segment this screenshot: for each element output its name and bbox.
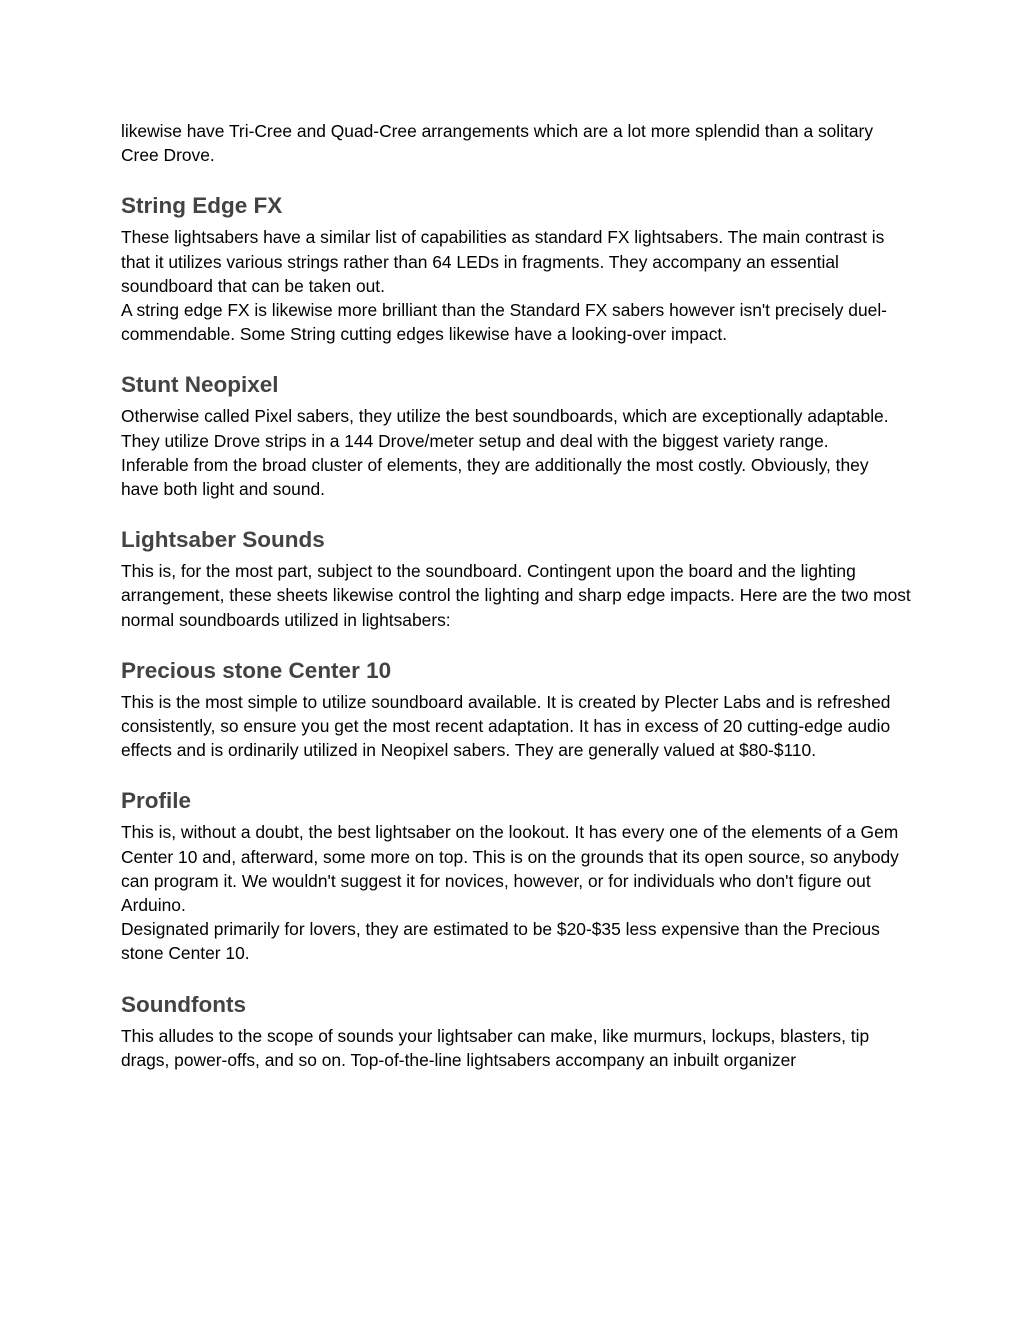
section-paragraph: A string edge FX is likewise more brilliant than the Standard FX sabers however isn't precisely duel-commendable. Some String cutting edges likewise have a looking-over impact. bbox=[121, 300, 887, 345]
section-paragraph: This is, without a doubt, the best lightsaber on the lookout. It has every one of the elements of a Gem Center 10 and, afterward, some more on top. This is on the grounds that its open source, so anybody can program it. We wouldn't suggest it for novices, however, or for individuals who don't figure out Arduino. bbox=[121, 822, 899, 916]
section-string-edge-fx bbox=[121, 191, 911, 346]
section-paragraph: Otherwise called Pixel sabers, they utilize the best soundboards, which are exceptionally adaptable. They utilize Drove strips in a 144 Drove/meter setup and deal with the biggest variety range. bbox=[121, 406, 889, 451]
section-paragraph: This is, for the most part, subject to the soundboard. Contingent upon the board and the lighting arrangement, these sheets likewise control the lighting and sharp edge impacts. Here are the two most normal soundboards utilized in lightsabers: bbox=[121, 561, 911, 630]
section-precious-stone-center-10 bbox=[121, 656, 911, 763]
spacer bbox=[121, 762, 911, 786]
section-stunt-neopixel bbox=[121, 370, 911, 501]
section-heading: Stunt Neopixel bbox=[121, 372, 279, 398]
section-soundfonts bbox=[121, 990, 911, 1072]
section-heading: Profile bbox=[121, 788, 192, 814]
spacer bbox=[121, 346, 911, 370]
document-page bbox=[121, 119, 911, 1072]
section-paragraph: This is the most simple to utilize soundboard available. It is created by Plecter Labs and is refreshed consistently, so ensure you get the most recent adaptation. It has in excess of 20 cutting-edge audio effects and is ordinarily utilized in Neopixel sabers. They are generally valued at $80-$110. bbox=[121, 691, 891, 761]
section-paragraph: This alludes to the scope of sounds your lightsaber can make, like murmurs, lockups, blasters, tip drags, power-offs, and so on. Top-of-the-line lightsabers accompany an inbuilt organizer bbox=[121, 1025, 870, 1070]
section-heading: Precious stone Center 10 bbox=[121, 657, 392, 683]
intro-paragraph: likewise have Tri-Cree and Quad-Cree arrangements which are a lot more splendid than a solitary Cree Drove. bbox=[121, 121, 874, 166]
section-lightsaber-sounds bbox=[121, 525, 911, 632]
section-paragraph: Inferable from the broad cluster of elements, they are additionally the most costly. Obviously, they have both light and sound. bbox=[121, 454, 869, 500]
spacer bbox=[121, 501, 911, 525]
section-heading: String Edge FX bbox=[121, 193, 283, 219]
spacer bbox=[121, 966, 911, 990]
spacer bbox=[121, 632, 911, 656]
section-paragraph: These lightsabers have a similar list of capabilities as standard FX lightsabers. The main contrast is that it utilizes various strings rather than 64 LEDs in fragments. They accompany an essential soundboard that can be taken out. bbox=[121, 227, 885, 296]
section-heading: Lightsaber Sounds bbox=[121, 527, 325, 553]
section-heading: Soundfonts bbox=[121, 991, 246, 1017]
section-profile bbox=[121, 786, 911, 965]
spacer bbox=[121, 167, 911, 191]
section-paragraph: Designated primarily for lovers, they are estimated to be $20-$35 less expensive than the Precious stone Center 10. bbox=[121, 919, 880, 964]
